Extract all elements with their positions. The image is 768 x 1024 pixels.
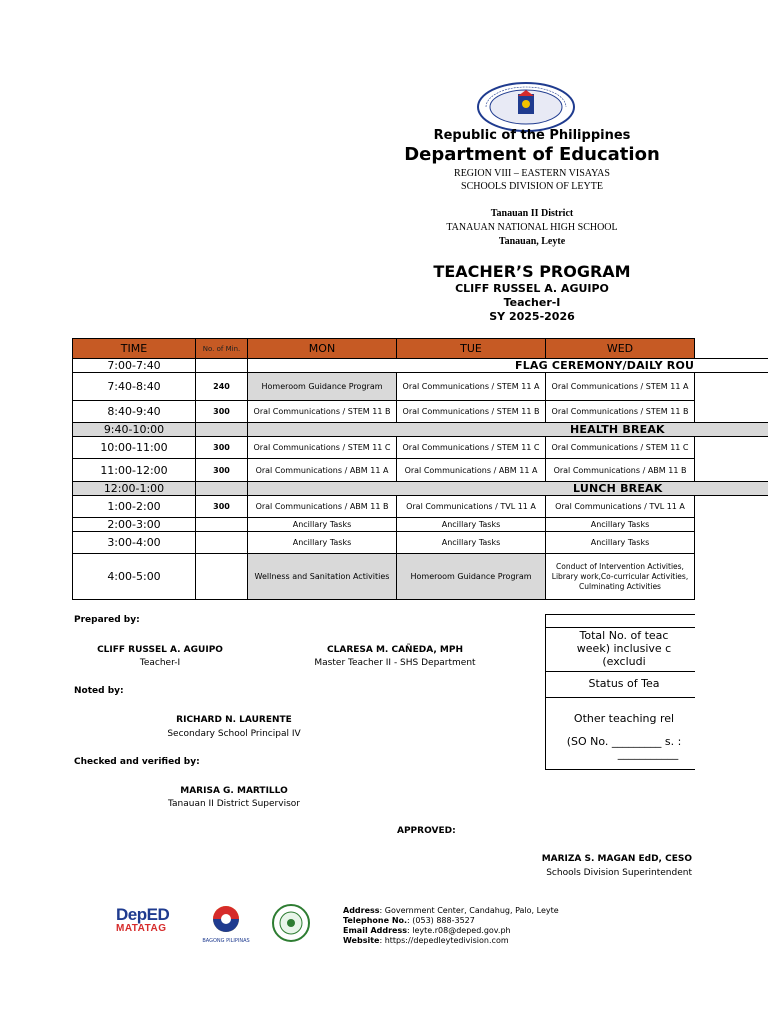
cutoff-cell [695,401,768,423]
tue-cell: Homeroom Guidance Program [397,554,546,600]
mon-cell: Homeroom Guidance Program [248,373,397,401]
checked-position: Tanauan II District Supervisor [168,799,300,809]
checked-name: MARISA G. MARTILLO [180,786,288,796]
website-value: : https://depedleytedivision.com [379,936,509,945]
second-signatory-position: Master Teacher II - SHS Department [314,658,476,668]
teacher-rank: Teacher-I [503,296,561,309]
school-year: SY 2025-2026 [489,310,575,323]
minutes-cell [196,554,248,600]
minutes-cell [196,482,248,496]
tue-cell: Oral Communications / TVL 11 A [397,496,546,518]
divider [546,671,701,672]
other-teaching-label: Other teaching rel [573,712,675,725]
col-header-minutes: No. of Min. [196,339,248,359]
table-row [73,401,768,423]
minutes-cell [196,532,248,554]
wed-cell: Oral Communications / STEM 11 B [546,401,695,423]
table-row [73,423,768,437]
address-value: : Government Center, Candahug, Palo, Leyte [379,906,559,915]
so-number-line: (SO No. _________ s. : [566,735,682,748]
matatag-wordmark: MATATAG [116,923,167,934]
wed-cell: Oral Communications / STEM 11 C [546,437,695,459]
school-line: TANAUAN NATIONAL HIGH SCHOOL [446,222,618,233]
wed-cell: Conduct of Intervention Activities, Library work,Co-curricular Activities, Culminating Activities [546,554,695,600]
time-cell: 2:00-3:00 [73,518,196,532]
telephone-label: Telephone No. [343,916,408,925]
mon-cell: Ancillary Tasks [248,518,397,532]
minutes-cell: 300 [196,496,248,518]
time-cell: 8:40-9:40 [73,401,196,423]
summary-box [545,614,700,770]
tue-cell: Ancillary Tasks [397,532,546,554]
time-cell: 1:00-2:00 [73,496,196,518]
department-heading: Department of Education [404,144,660,165]
table-row [73,459,768,482]
tue-cell: Oral Communications / STEM 11 C [397,437,546,459]
cutoff-cell [695,532,768,554]
lunch-break-cell: LUNCH BREAK [248,482,768,496]
checked-by-label: Checked and verified by: [74,757,200,767]
republic-heading: Republic of the Philippines [433,128,631,143]
approved-name: MARIZA S. MAGAN EdD, CESO [541,854,692,864]
approved-label: APPROVED: [397,826,456,836]
time-cell: 3:00-4:00 [73,532,196,554]
so-underline: ___________ [617,747,679,760]
divider [546,627,701,628]
location-line: Tanauan, Leyte [498,236,566,247]
minutes-cell: 300 [196,437,248,459]
cutoff-cell [695,459,768,482]
time-cell: 7:40-8:40 [73,373,196,401]
bagong-pilipinas-logo [196,902,256,944]
deped-matatag-logo [116,905,186,945]
health-break-cell: HEALTH BREAK [248,423,768,437]
mon-cell: Wellness and Sanitation Activities [248,554,397,600]
second-signatory-name: CLARESA M. CAÑEDA, MPH [327,645,463,655]
status-label: Status of Tea [588,677,660,690]
tue-cell: Ancillary Tasks [397,518,546,532]
cutoff-cell [695,554,768,600]
footer-website [343,936,509,945]
wed-cell: Oral Communications / ABM 11 B [546,459,695,482]
divider [546,697,701,698]
table-row [73,373,768,401]
cutoff-cell [695,373,768,401]
time-cell: 11:00-12:00 [73,459,196,482]
teacher-name: CLIFF RUSSEL A. AGUIPO [455,282,609,295]
prepared-by-label: Prepared by: [74,615,140,625]
col-header-mon: MON [248,339,397,359]
time-cell: 12:00-1:00 [73,482,196,496]
table-row [73,359,768,373]
footer-email [343,926,511,935]
summary-line-2: week) inclusive c [576,642,672,655]
mon-cell: Oral Communications / ABM 11 A [248,459,397,482]
col-header-time: TIME [73,339,196,359]
deped-wordmark: DepED [116,905,170,924]
minutes-cell: 300 [196,401,248,423]
district-line: Tanauan II District [490,208,574,219]
table-header-row [73,339,768,359]
mon-cell: Oral Communications / STEM 11 B [248,401,397,423]
table-row [73,437,768,459]
time-cell: 10:00-11:00 [73,437,196,459]
prepared-position: Teacher-I [139,658,181,668]
bagong-pilipinas-text: BAGONG PILIPINAS [202,938,250,944]
wed-cell: Oral Communications / TVL 11 A [546,496,695,518]
time-cell: 4:00-5:00 [73,554,196,600]
minutes-cell: 300 [196,459,248,482]
summary-line-3: (excludi [602,655,646,668]
region-line: REGION VIII – EASTERN VISAYAS [454,168,610,179]
summary-line-1: Total No. of teac [579,629,669,642]
wed-cell: Ancillary Tasks [546,532,695,554]
address-label: Address [343,906,380,915]
deped-seal-logo [476,82,576,132]
cutoff-cell [695,437,768,459]
footer-telephone [343,916,475,925]
wed-cell: Oral Communications / STEM 11 A [546,373,695,401]
table-row [73,518,768,532]
col-header-wed: WED [546,339,695,359]
minutes-cell [196,359,248,373]
cutoff-cell [695,496,768,518]
noted-by-label: Noted by: [74,686,124,696]
table-row [73,532,768,554]
col-header-tue: TUE [397,339,546,359]
crop-mask-header [695,338,768,358]
division-line: SCHOOLS DIVISION OF LEYTE [461,181,603,192]
mon-cell: Ancillary Tasks [248,532,397,554]
table-row [73,554,768,600]
minutes-cell: 240 [196,373,248,401]
cutoff-cell [695,518,768,532]
approved-position: Schools Division Superintendent [546,868,692,878]
prepared-name: CLIFF RUSSEL A. AGUIPO [97,645,223,655]
table-row [73,482,768,496]
crop-mask-summary [695,600,768,780]
minutes-cell [196,423,248,437]
time-cell: 7:00-7:40 [73,359,196,373]
page-title: TEACHER’S PROGRAM [433,262,631,281]
footer-address [343,906,559,915]
noted-position: Secondary School Principal IV [167,729,301,739]
mon-cell: Oral Communications / STEM 11 C [248,437,397,459]
mon-cell: Oral Communications / ABM 11 B [248,496,397,518]
email-label: Email Address [343,926,408,935]
noted-name: RICHARD N. LAURENTE [176,715,292,725]
telephone-value: : (053) 888-3527 [407,916,475,925]
division-seal-logo [262,903,320,943]
table-row [73,496,768,518]
email-value: : leyte.r08@deped.gov.ph [407,926,511,935]
tue-cell: Oral Communications / STEM 11 A [397,373,546,401]
tue-cell: Oral Communications / ABM 11 A [397,459,546,482]
tue-cell: Oral Communications / STEM 11 B [397,401,546,423]
time-cell: 9:40-10:00 [73,423,196,437]
schedule-table [72,338,768,600]
minutes-cell [196,518,248,532]
website-label: Website [343,936,380,945]
wed-cell: Ancillary Tasks [546,518,695,532]
flag-ceremony-cell: FLAG CEREMONY/DAILY ROU [248,359,768,373]
